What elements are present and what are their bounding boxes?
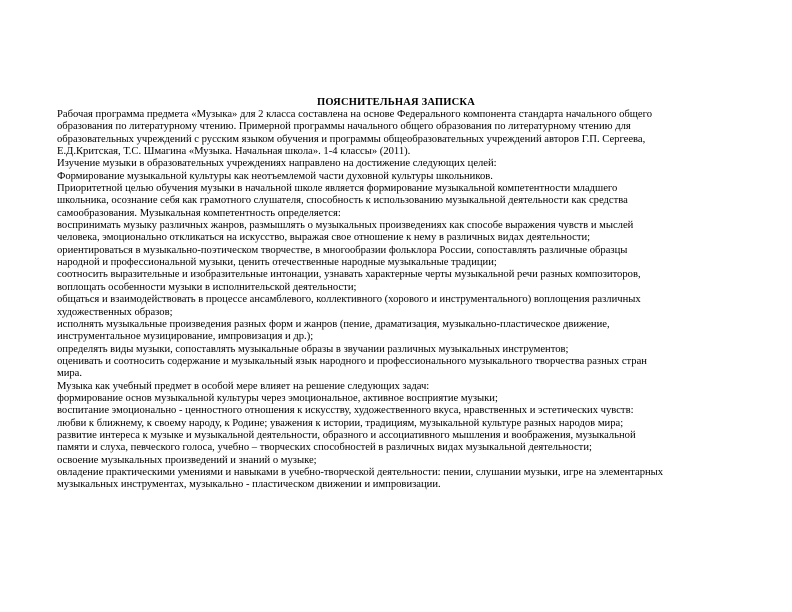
text-line: воспитание эмоционально - ценностного отношения к искусству, художественного вкуса, нравственных и эстетических чувств: — [57, 405, 634, 417]
text-line: образования по литературному чтению. Примерной программы начального общего образования по литературному чтению для — [57, 121, 631, 133]
text-line: любви к ближнему, к своему народу, к Родине; уважения к истории, традициям, музыкальной культуре разных народов мира; — [57, 417, 624, 429]
text-line: художественных образов; — [57, 306, 173, 318]
text-line: инструментальное музицирование, импровизация и др.); — [57, 331, 314, 343]
text-line: образовательных учреждений с русским языком обучения и программы общеобразовательных учреждений авторов Г.П. Сергеева, — [57, 133, 646, 145]
text-line: Музыка как учебный предмет в особой мере влияет на решение следующих задач: — [57, 380, 430, 392]
text-line: народной и профессиональной музыки, ценить отечественные народные музыкальные традиции; — [57, 257, 497, 269]
text-line: овладение практическими умениями и навыками в учебно-творческой деятельности: пении, слушании музыки, игре на элементарных — [57, 466, 664, 478]
text-line: ориентироваться в музыкально-поэтическом творчестве, в многообразии фольклора России, сопоставлять различные образцы — [57, 244, 628, 256]
text-line: исполнять музыкальные произведения разных форм и жанров (пение, драматизация, музыкально-пластическое движение, — [57, 318, 610, 330]
text-line: человека, эмоционально откликаться на искусство, выражая свое отношение к нему в различных видах деятельности; — [57, 232, 591, 244]
text-line: самообразования. Музыкальная компетентность определяется: — [57, 207, 341, 219]
document-body — [57, 109, 747, 492]
text-line: Рабочая программа предмета «Музыка» для 2 класса составлена на основе Федерального компонента стандарта начального общего — [57, 109, 653, 120]
text-line: школьника, осознание себя как грамотного слушателя, способность к использованию музыкальной деятельности как средства — [57, 195, 628, 207]
text-line: воспринимать музыку различных жанров, размышлять о музыкальных произведениях как способе выражения чувств и мыслей — [57, 220, 634, 232]
text-line: определять виды музыки, сопоставлять музыкальные образы в звучании различных музыкальных инструментов; — [57, 343, 569, 355]
text-line: соотносить выразительные и изобразительные интонации, узнавать характерные черты музыкальной речи разных композиторов, — [57, 269, 641, 281]
text-line: Е.Д.Критская, Т.С. Шмагина «Музыка. Начальная школа». 1-4 классы» (2011). — [57, 146, 411, 158]
text-line: оценивать и соотносить содержание и музыкальный язык народного и профессионального музыкального творчества разных стран — [57, 355, 647, 367]
text-line: воплощать особенности музыки в исполнительской деятельности; — [57, 281, 357, 293]
text-line: развитие интереса к музыке и музыкальной деятельности, образного и ассоциативного мышления и воображения, музыкальной — [57, 429, 636, 441]
text-line: Приоритетной целью обучения музыки в начальной школе является формирование музыкальной компетентности младшего — [57, 183, 618, 195]
document-title: ПОЯСНИТЕЛЬНАЯ ЗАПИСКА — [316, 97, 476, 108]
text-line: освоение музыкальных произведений и знаний о музыке; — [57, 454, 317, 466]
text-line: формирование основ музыкальной культуры через эмоциональное, активное восприятие музыки; — [57, 392, 498, 404]
text-line: общаться и взаимодействовать в процессе ансамблевого, коллективного (хорового и инструментального) воплощения различных — [57, 294, 641, 306]
text-line: мира. — [57, 368, 83, 380]
text-line: памяти и слуха, певческого голоса, учебно – творческих способностей в различных видах музыкальной деятельности; — [57, 442, 592, 454]
text-line: музыкальных инструментах, музыкально - пластическом движении и импровизации. — [57, 479, 441, 491]
text-line: Формирование музыкальной культуры как неотъемлемой части духовной культуры школьников. — [57, 170, 493, 182]
text-line: Изучение музыки в образовательных учреждениях направлено на достижение следующих целей: — [57, 158, 497, 170]
